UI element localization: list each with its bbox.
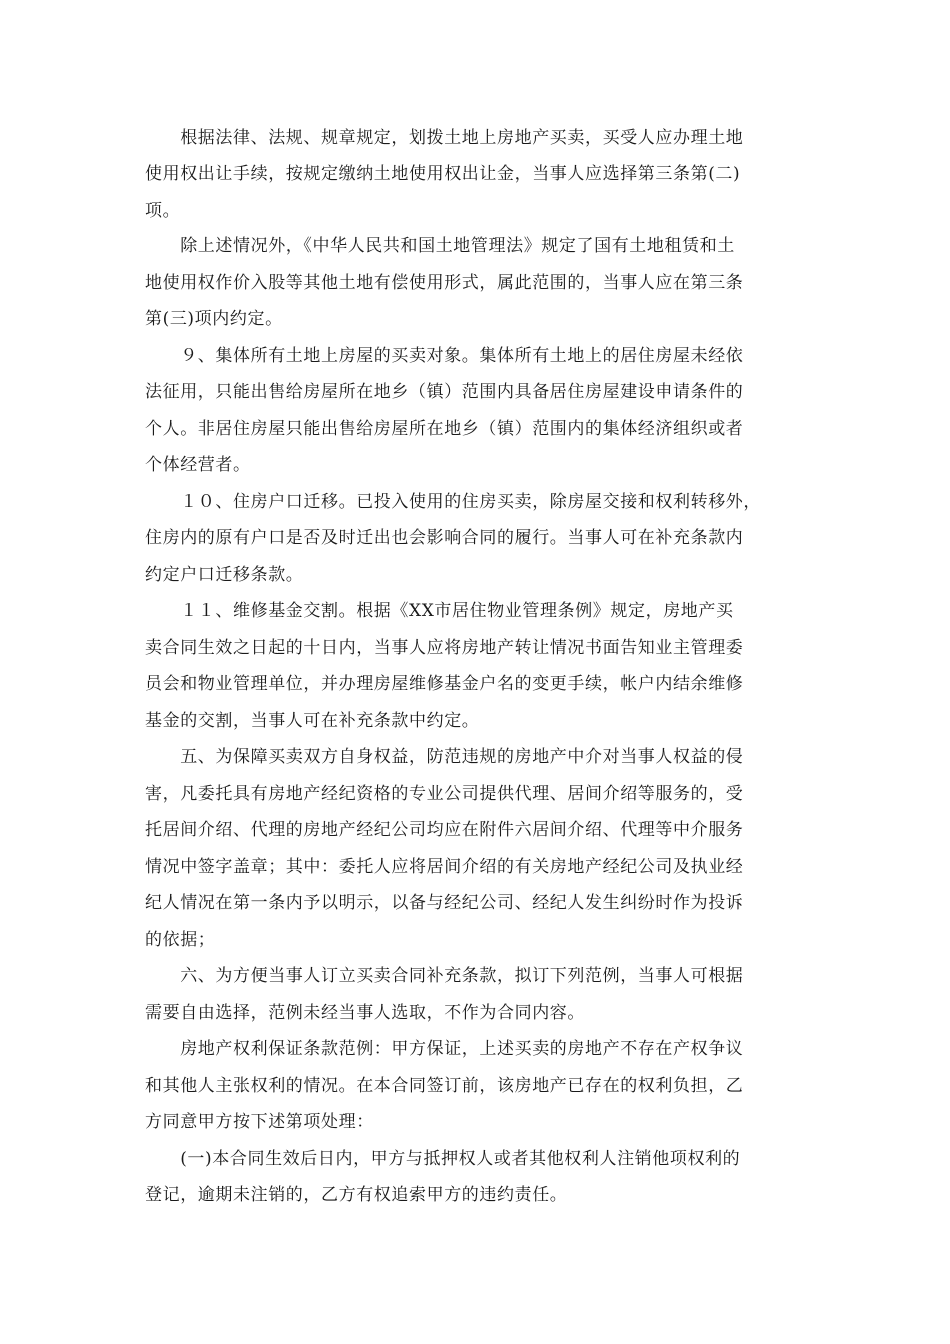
text-line: (一)本合同生效后日内，甲方与抵押权人或者其他权利人注销他项权利的 <box>145 1149 741 1169</box>
text-line: 和其他人主张权利的情况。在本合同签订前，该房地产已存在的权利负担，乙 <box>145 1076 744 1096</box>
text-line: 五、为保障买卖双方自身权益，防范违规的房地产中介对当事人权益的侵 <box>145 747 744 767</box>
text-line: 基金的交割，当事人可在补充条款中约定。 <box>145 711 480 731</box>
text-line: 项。 <box>145 201 181 221</box>
text-line: 根据法律、法规、规章规定，划拨土地上房地产买卖，买受人应办理土地 <box>145 128 744 148</box>
text-line: 第(三)项内约定。 <box>145 309 283 329</box>
text-line: 卖合同生效之日起的十日内，当事人应将房地产转让情况书面告知业主管理委 <box>145 638 744 658</box>
text-line: 员会和物业管理单位，并办理房屋维修基金户名的变更手续，帐户内结余维修 <box>145 674 744 694</box>
text-line: 个体经营者。 <box>145 455 251 475</box>
text-line: １０、住房户口迁移。已投入使用的住房买卖，除房屋交接和权利转移外， <box>145 492 761 512</box>
text-line: 登记，逾期未注销的，乙方有权追索甲方的违约责任。 <box>145 1185 568 1205</box>
text-line: 使用权出让手续，按规定缴纳土地使用权出让金，当事人应选择第三条第(二) <box>145 164 741 184</box>
text-line: 法征用，只能出售给房屋所在地乡（镇）范围内具备居住房屋建设申请条件的 <box>145 382 744 402</box>
text-line: 住房内的原有户口是否及时迁出也会影响合同的履行。当事人可在补充条款内 <box>145 528 744 548</box>
text-line: 个人。非居住房屋只能出售给房屋所在地乡（镇）范围内的集体经济组织或者 <box>145 419 744 439</box>
text-line: 情况中签字盖章；其中：委托人应将居间介绍的有关房地产经纪公司及执业经 <box>145 857 744 877</box>
text-line: 托居间介绍、代理的房地产经纪公司均应在附件六居间介绍、代理等中介服务 <box>145 820 744 840</box>
text-line: 房地产权利保证条款范例：甲方保证，上述买卖的房地产不存在产权争议 <box>145 1039 744 1059</box>
text-line: ９、集体所有土地上房屋的买卖对象。集体所有土地上的居住房屋未经依 <box>145 346 744 366</box>
text-line: 约定户口迁移条款。 <box>145 565 304 585</box>
text-line: 除上述情况外，《中华人民共和国土地管理法》规定了国有土地租赁和土 <box>145 236 735 256</box>
text-line: 纪人情况在第一条内予以明示，以备与经纪公司、经纪人发生纠纷时作为投诉 <box>145 893 744 913</box>
text-line: 需要自由选择，范例未经当事人选取，不作为合同内容。 <box>145 1003 585 1023</box>
text-line: 害，凡委托具有房地产经纪资格的专业公司提供代理、居间介绍等服务的，受 <box>145 784 744 804</box>
text-line: 方同意甲方按下述第项处理： <box>145 1112 374 1132</box>
text-line: 的依据； <box>145 930 216 950</box>
text-line: １１、维修基金交割。根据《XX市居住物业管理条例》规定，房地产买 <box>145 601 734 621</box>
text-line: 地使用权作价入股等其他土地有偿使用形式，属此范围的，当事人应在第三条 <box>145 273 744 293</box>
text-line: 六、为方便当事人订立买卖合同补充条款，拟订下列范例，当事人可根据 <box>145 966 744 986</box>
